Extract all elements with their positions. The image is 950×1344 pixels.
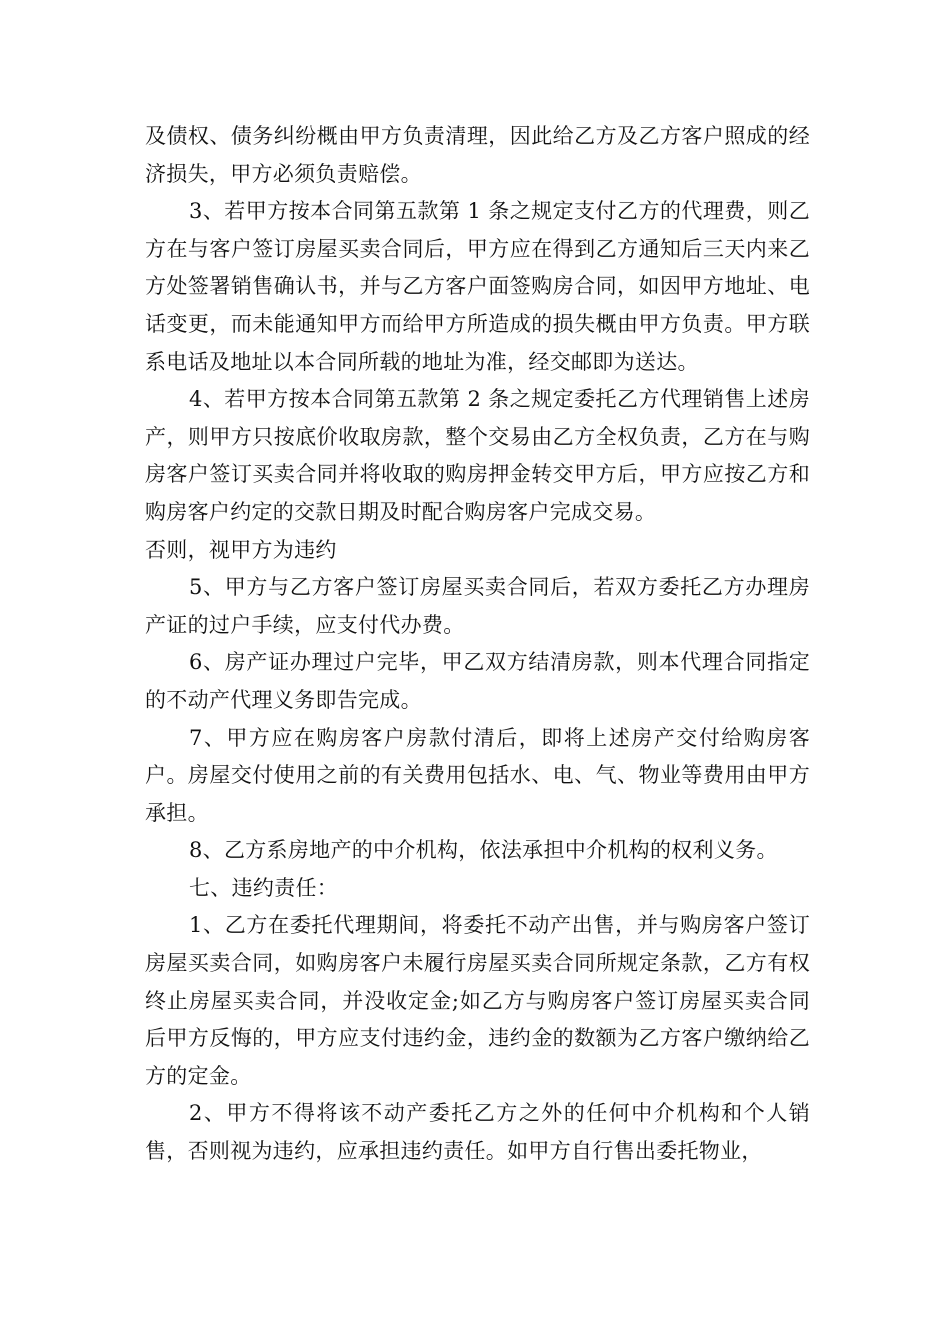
paragraph-clause-8: 8、乙方系房地产的中介机构，依法承担中介机构的权利义务。 xyxy=(189,838,778,863)
contract-body xyxy=(145,118,810,1171)
paragraph-clause-5: 5、甲方与乙方客户签订房屋买卖合同后，若双方委托乙方办理房产证的过户手续，应支付代办费。 xyxy=(145,575,810,637)
paragraph-clause-4: 4、若甲方按本合同第五款第 2 条之规定委托乙方代理销售上述房产，则甲方只按底价收取房款，整个交易由乙方全权负责，乙方在与购房客户签订买卖合同并将收取的购房押金转交甲方后，甲方应按乙方和购房客户约定的交款日期及时配合购房客户完成交易。 xyxy=(145,387,810,524)
paragraph-continuation: 及债权、债务纠纷概由甲方负责清理，因此给乙方及乙方客户照成的经济损失，甲方必须负责赔偿。 xyxy=(145,124,810,186)
paragraph-clause-4-tail: 否则，视甲方为违约 xyxy=(145,537,337,562)
section-heading-breach: 七、违约责任： xyxy=(189,875,339,900)
paragraph-breach-2: 2、甲方不得将该不动产委托乙方之外的任何中介机构和个人销售，否则视为违约，应承担违约责任。如甲方自行售出委托物业， xyxy=(145,1101,810,1164)
paragraph-clause-7: 7、甲方应在购房客户房款付清后，即将上述房产交付给购房客户。房屋交付使用之前的有关费用包括水、电、气、物业等费用由甲方承担。 xyxy=(145,725,810,825)
paragraph-clause-3: 3、若甲方按本合同第五款第 1 条之规定支付乙方的代理费，则乙方在与客户签订房屋买卖合同后，甲方应在得到乙方通知后三天内来乙方处签署销售确认书，并与乙方客户面签购房合同，如因甲方地址、电话变更，而未能通知甲方而给甲方所造成的损失概由甲方负责。甲方联系电话及地址以本合同所载的地址为准，经交邮即为送达。 xyxy=(145,199,810,374)
paragraph-breach-1: 1、乙方在委托代理期间，将委托不动产出售，并与购房客户签订房屋买卖合同，如购房客户未履行房屋买卖合同所规定条款，乙方有权终止房屋买卖合同，并没收定金;如乙方与购房客户签订房屋买卖合同后甲方反悔的，甲方应支付违约金，违约金的数额为乙方客户缴纳给乙方的定金。 xyxy=(145,913,810,1088)
paragraph-clause-6: 6、房产证办理过户完毕，甲乙双方结清房款，则本代理合同指定的不动产代理义务即告完成。 xyxy=(145,650,810,712)
